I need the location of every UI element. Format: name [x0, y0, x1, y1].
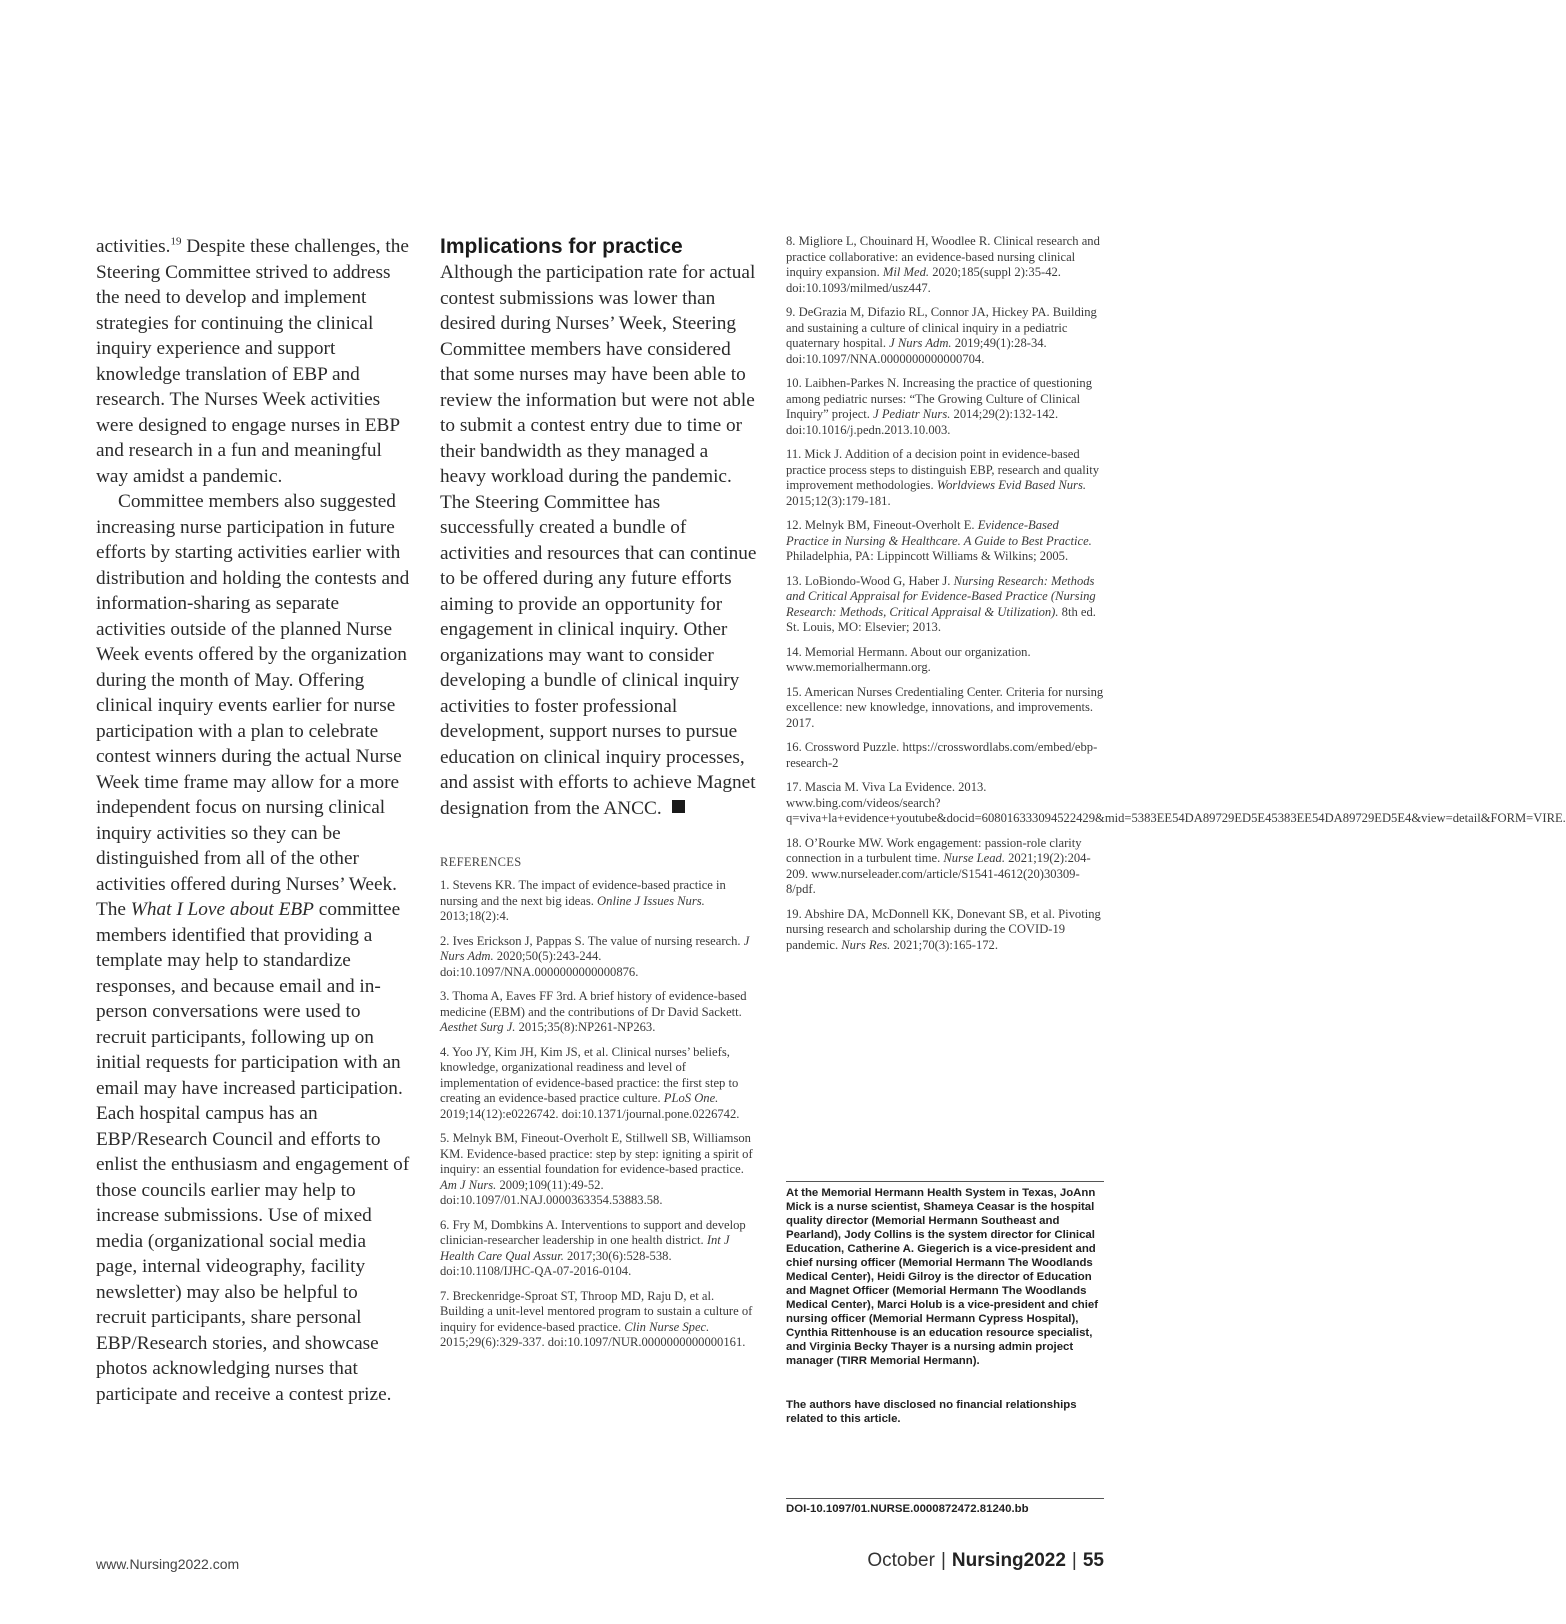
reference-entry: 15. American Nurses Credentialing Center. Criteria for nursing excellence: new knowledge, innovations, and improvements. 2017. [786, 684, 1104, 730]
reference-entry: 10. Laibhen-Parkes N. Increasing the practice of questioning among pediatric nurses: “The Growing Culture of Clinical Inquiry” project. J Pediatr Nurs. 2014;29(2):132-142. doi:10.1016/j.pedn.2013.10.003. [786, 376, 1092, 437]
reference-entry: 14. Memorial Hermann. About our organization. www.memorialhermann.org. [786, 644, 1031, 674]
references-list-part-2 [786, 234, 1566, 953]
body-column-middle [440, 234, 758, 1360]
section-heading: Implications for practice [440, 235, 683, 258]
footer-magazine-name: Nursing2022 [951, 1550, 1066, 1571]
reference-entry: 18. O’Rourke MW. Work engagement: passion-role clarity connection in a turbulent time. Nurse Lead. 2021;19(2):204-209. www.nurseleader.com/article/S1541-4612(20)30309-8/pdf. [786, 835, 1091, 896]
references-heading: REFERENCES [440, 855, 522, 869]
disclosure-statement: The authors have disclosed no financial relationships related to this article. [786, 1399, 1077, 1425]
reference-entry: 11. Mick J. Addition of a decision point in evidence-based practice process steps to distinguish EBP, research and quality improvement methodologies. Worldviews Evid Based Nurs. 2015;12(3):179-181. [786, 447, 1100, 508]
end-of-article-square-icon [672, 800, 685, 813]
footer-folio [867, 1550, 1104, 1572]
reference-entry: 17. Mascia M. Viva La Evidence. 2013. www.bing.com/videos/search?q=viva+la+evidence+youtube&docid=608016333094522429&mid=5383EE54DA89729ED5E45383EE54DA89729ED5E4&view=detail&FORM=VIRE. [786, 780, 1566, 825]
references-column-right [786, 234, 1566, 962]
reference-entry: 16. Crossword Puzzle. https://crosswordlabs.com/embed/ebp-research-2 [786, 740, 1098, 770]
body-column-left [96, 234, 412, 1407]
footer-separator: | [1071, 1550, 1077, 1571]
footer-month: October [867, 1550, 935, 1571]
page-number: 55 [1082, 1550, 1104, 1571]
paragraph: Although the participation rate for actual contest submissions was lower than desired during Nurses’ Week, Steering Committee members have considered that some nurses may have been able to review the information but were not able to submit a contest entry due to time or their bandwidth as they managed a heavy workload during the pandemic. The Steering Committee has successfully created a bundle of activities and resources that can continue to be offered during any future efforts aiming to provide an opportunity for engagement in clinical inquiry. Other organizations may want to consider developing a bundle of clinical inquiry activities to foster professional development, support nurses to pursue education on clinical inquiry processes, and assist with efforts to achieve Magnet designation from the ANCC. [440, 262, 757, 819]
reference-entry: 4. Yoo JY, Kim JH, Kim JS, et al. Clinical nurses’ beliefs, knowledge, organizational readiness and level of implementation of evidence-based practice: the first step to creating an evidence-based practice culture. PLoS One. 2019;14(12):e0226742. doi:10.1371/journal.pone.0226742. [440, 1044, 740, 1121]
reference-entry: 13. LoBiondo-Wood G, Haber J. Nursing Research: Methods and Critical Appraisal for Evidence-Based Practice (Nursing Research: Methods, Critical Appraisal & Utilization). 8th ed. St. Louis, MO: Elsevier; 2013. [786, 573, 1096, 634]
paragraph: Committee members also suggested increasing nurse participation in future efforts by starting activities earlier with distribution and holding the contests and information-sharing as separate activities outside of the planned Nurse Week events offered by the organization during the month of May. Offering clinical inquiry events earlier for nurse participation with a plan to celebrate contest winners during the actual Nurse Week time frame may allow for a more independent focus on nursing clinical inquiry activities so they can be distinguished from all of the other activities offered during Nurses’ Week. The What I Love about EBP committee members identified that providing a template may help to standardize responses, and because email and in-person conversations were used to recruit participants, following up on initial requests for participation with an email may have increased participation. Each hospital campus has an EBP/Research Council and efforts to enlist the enthusiasm and engagement of those councils earlier may help to increase submissions. Use of mixed media (organizational social media page, internal videography, facility newsletter) may also be helpful to recruit participants, share personal EBP/Research stories, and showcase photos acknowledging nurses that participate and receive a contest prize. [96, 491, 410, 1405]
reference-entry: 5. Melnyk BM, Fineout-Overholt E, Stillwell SB, Williamson KM. Evidence-based practice: step by step: igniting a spirit of inquiry: an essential foundation for evidence-based practice. Am J Nurs. 2009;109(11):49-52. doi:10.1097/01.NAJ.0000363354.53883.58. [440, 1131, 753, 1207]
footer-separator: | [940, 1550, 946, 1571]
doi: DOI-10.1097/01.NURSE.0000872472.81240.bb [786, 1498, 1104, 1515]
reference-entry: 2. Ives Erickson J, Pappas S. The value of nursing research. J Nurs Adm. 2020;50(5):243-244. doi:10.1097/NNA.0000000000000876. [440, 933, 750, 979]
author-bio-box [786, 1181, 1104, 1426]
reference-entry: 9. DeGrazia M, Difazio RL, Connor JA, Hickey PA. Building and sustaining a culture of clinical inquiry in a pediatric quaternary hospital. J Nurs Adm. 2019;49(1):28-34. doi:10.1097/NNA.0000000000000704. [786, 305, 1097, 366]
footer-website: www.Nursing2022.com [96, 1556, 240, 1572]
reference-entry: 1. Stevens KR. The impact of evidence-based practice in nursing and the next big ideas. Online J Issues Nurs. 2013;18(2):4. [440, 878, 726, 923]
reference-entry: 19. Abshire DA, McDonnell KK, Donevant SB, et al. Pivoting nursing research and scholarship during the COVID-19 pandemic. Nurs Res. 2021;70(3):165-172. [786, 906, 1101, 952]
paragraph: activities.$^{19}$ Despite these challenges, the Steering Committee strived to address the need to develop and implement strategies for continuing the clinical inquiry experience and support knowledge translation of EBP and research. The Nurses Week activities were designed to engage nurses in EBP and research in a fun and meaningful way amidst a pandemic. [96, 235, 409, 487]
italic-title: What I Love about EBP [130, 899, 314, 920]
citation-superscript: 19 [170, 235, 182, 248]
reference-entry: 3. Thoma A, Eaves FF 3rd. A brief history of evidence-based medicine (EBM) and the contributions of Dr David Sackett. Aesthet Surg J. 2015;35(8):NP261-NP263. [440, 989, 747, 1034]
author-bio: At the Memorial Hermann Health System in Texas, JoAnn Mick is a nurse scientist, Shameya Ceasar is the hospital quality director (Memorial Hermann Southeast and Pearland), Jody Collins is the system director for Clinical Education, Catherine A. Giegerich is a vice-president and chief nursing officer (Memorial Hermann The Woodlands Medical Center), Heidi Gilroy is the director of Education and Magnet Officer (Memorial Hermann The Woodlands Medical Center), Marci Holub is a vice-president and chief nursing officer (Memorial Hermann Cypress Hospital), Cynthia Rittenhouse is an education resource specialist, and Virginia Becky Thayer is a nursing admin project manager (TIRR Memorial Hermann). [786, 1187, 1099, 1367]
reference-entry: 6. Fry M, Dombkins A. Interventions to support and develop clinician-researcher leadership in one health district. Int J Health Care Qual Assur. 2017;30(6):528-538. doi:10.1108/IJHC-QA-07-2016-0104. [440, 1217, 746, 1278]
reference-entry: 12. Melnyk BM, Fineout-Overholt E. Evidence-Based Practice in Nursing & Healthcare. A Guide to Best Practice. Philadelphia, PA: Lippincott Williams & Wilkins; 2005. [786, 518, 1092, 563]
reference-entry: 7. Breckenridge-Sproat ST, Throop MD, Raju D, et al. Building a unit-level mentored program to sustain a culture of inquiry for evidence-based practice. Clin Nurse Spec. 2015;29(6):329-337. doi:10.1097/NUR.0000000000000161. [440, 1288, 753, 1349]
reference-entry: 8. Migliore L, Chouinard H, Woodlee R. Clinical research and practice collaborative: an evidence-based nursing clinical inquiry expansion. Mil Med. 2020;185(suppl 2):35-42. doi:10.1093/milmed/usz447. [786, 234, 1100, 295]
references-list-part-1 [440, 878, 758, 1351]
